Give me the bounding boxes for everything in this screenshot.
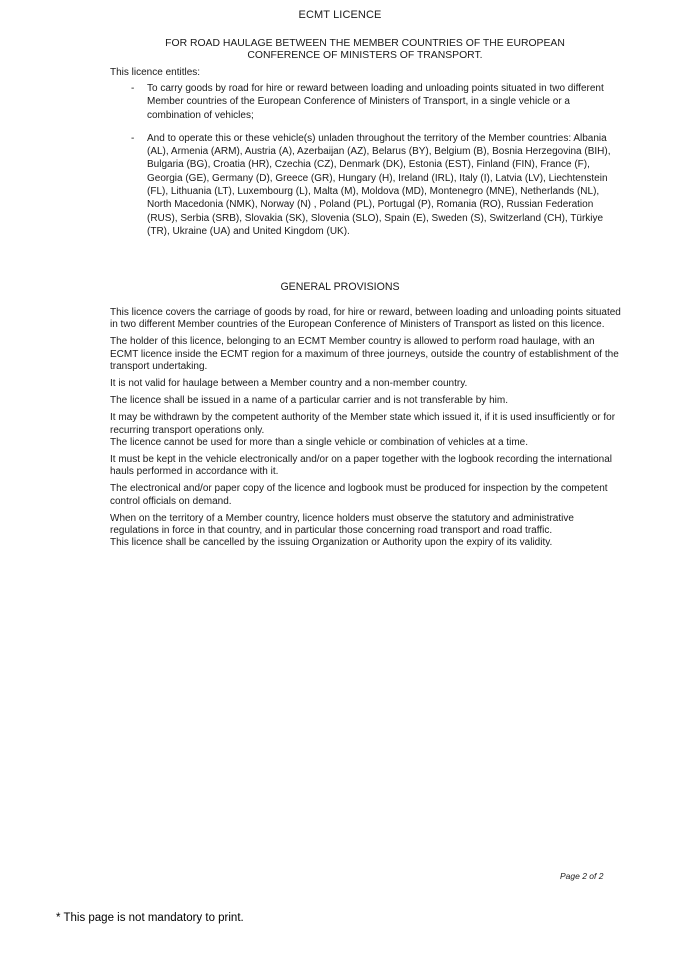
page-number: Page 2 of 2 [560,871,604,881]
entitlement-item-operate-unladen: - And to operate this or these vehicle(s) unladen throughout the territory of the Member countries: Albania (AL), Armenia (ARM), Austria (A), Azerbaijan (AZ), Belarus (BY), Belgium (B), Bosnia Herzegovina (BIH), Bulgaria (BG), Croatia (HR), Czechia (CZ), Denmark (DK), Estonia (EST), Finland (FIN), France (F), Georgia (GE), Germany (D), Greece (GR), Hungary (H), Ireland (IRL), Italy (I), Latvia (LV), Liechtenstein (FL), Lithuania (LT), Luxembourg (L), Malta (M), Moldova (MD), Montenegro (MNE), Netherlands (NL), North Macedonia (NMK), Norway (N) , Poland (PL), Portugal (P), Romania (RO), Russian Federation (RUS), Serbia (SRB), Slovakia (SK), Slovenia (SLO), Spain (E), Sweden (S), Switzerland (CH), Türkiye (TR), Ukraine (UA) and United Kingdom (UK). [131,132,626,238]
provision-paragraph: The electronical and/or paper copy of the licence and logbook must be produced for inspection by the competent control officials on demand. [110,483,608,507]
entitlement-list [131,82,626,248]
provision-paragraph: When on the territory of a Member country, licence holders must observe the statutory and administrative regulations in force in that country, and in particular those concerning road transport and road traffic. [110,512,574,537]
provision-paragraph: It may be withdrawn by the competent authority of the Member state which issued it, if it is used insufficiently or for recurring transport operations only. [110,412,616,436]
subtitle-line-2: CONFERENCE OF MINISTERS OF TRANSPORT. [247,50,483,61]
document-subtitle [120,38,610,62]
general-provisions-list [110,307,625,549]
provision-paragraph: This licence shall be cancelled by the issuing Organization or Authority upon the expiry of its validity. [110,537,553,549]
provision-paragraph: The licence cannot be used for more than a single vehicle or combination of vehicles at a time. [110,436,529,448]
entitles-label: This licence entitles: [110,67,201,78]
provision-paragraph: The holder of this licence, belonging to an ECMT Member country is allowed to perform road haulage, with an ECMT licence inside the ECMT region for a maximum of three journeys, outside the country of establishment of the transport undertaking. [110,336,619,372]
provision-paragraph: It is not valid for haulage between a Member country and a non-member country. [110,378,468,390]
document-title: ECMT LICENCE [298,9,382,21]
provision-paragraph: It must be kept in the vehicle electronically and/or on a paper together with the logbook recording the international hauls performed in accordance with it. [110,454,612,478]
provision-paragraph: This licence covers the carriage of goods by road, for hire or reward, between loading and unloading points situated in two different Member countries of the European Conference of Ministers of Transport as listed on this licence. [110,307,621,331]
footnote: * This page is not mandatory to print. [56,912,244,924]
general-provisions-heading: GENERAL PROVISIONS [280,281,400,293]
provision-paragraph: The licence shall be issued in a name of a particular carrier and is not transferable by him. [110,395,508,407]
entitlement-item-carry-goods: - To carry goods by road for hire or reward between loading and unloading points situated in two different Member countries of the European Conference of Ministers of Transport, in a single vehicle or a combination of vehicles; [131,82,626,122]
subtitle-line-1: FOR ROAD HAULAGE BETWEEN THE MEMBER COUNTRIES OF THE EUROPEAN [165,38,565,49]
